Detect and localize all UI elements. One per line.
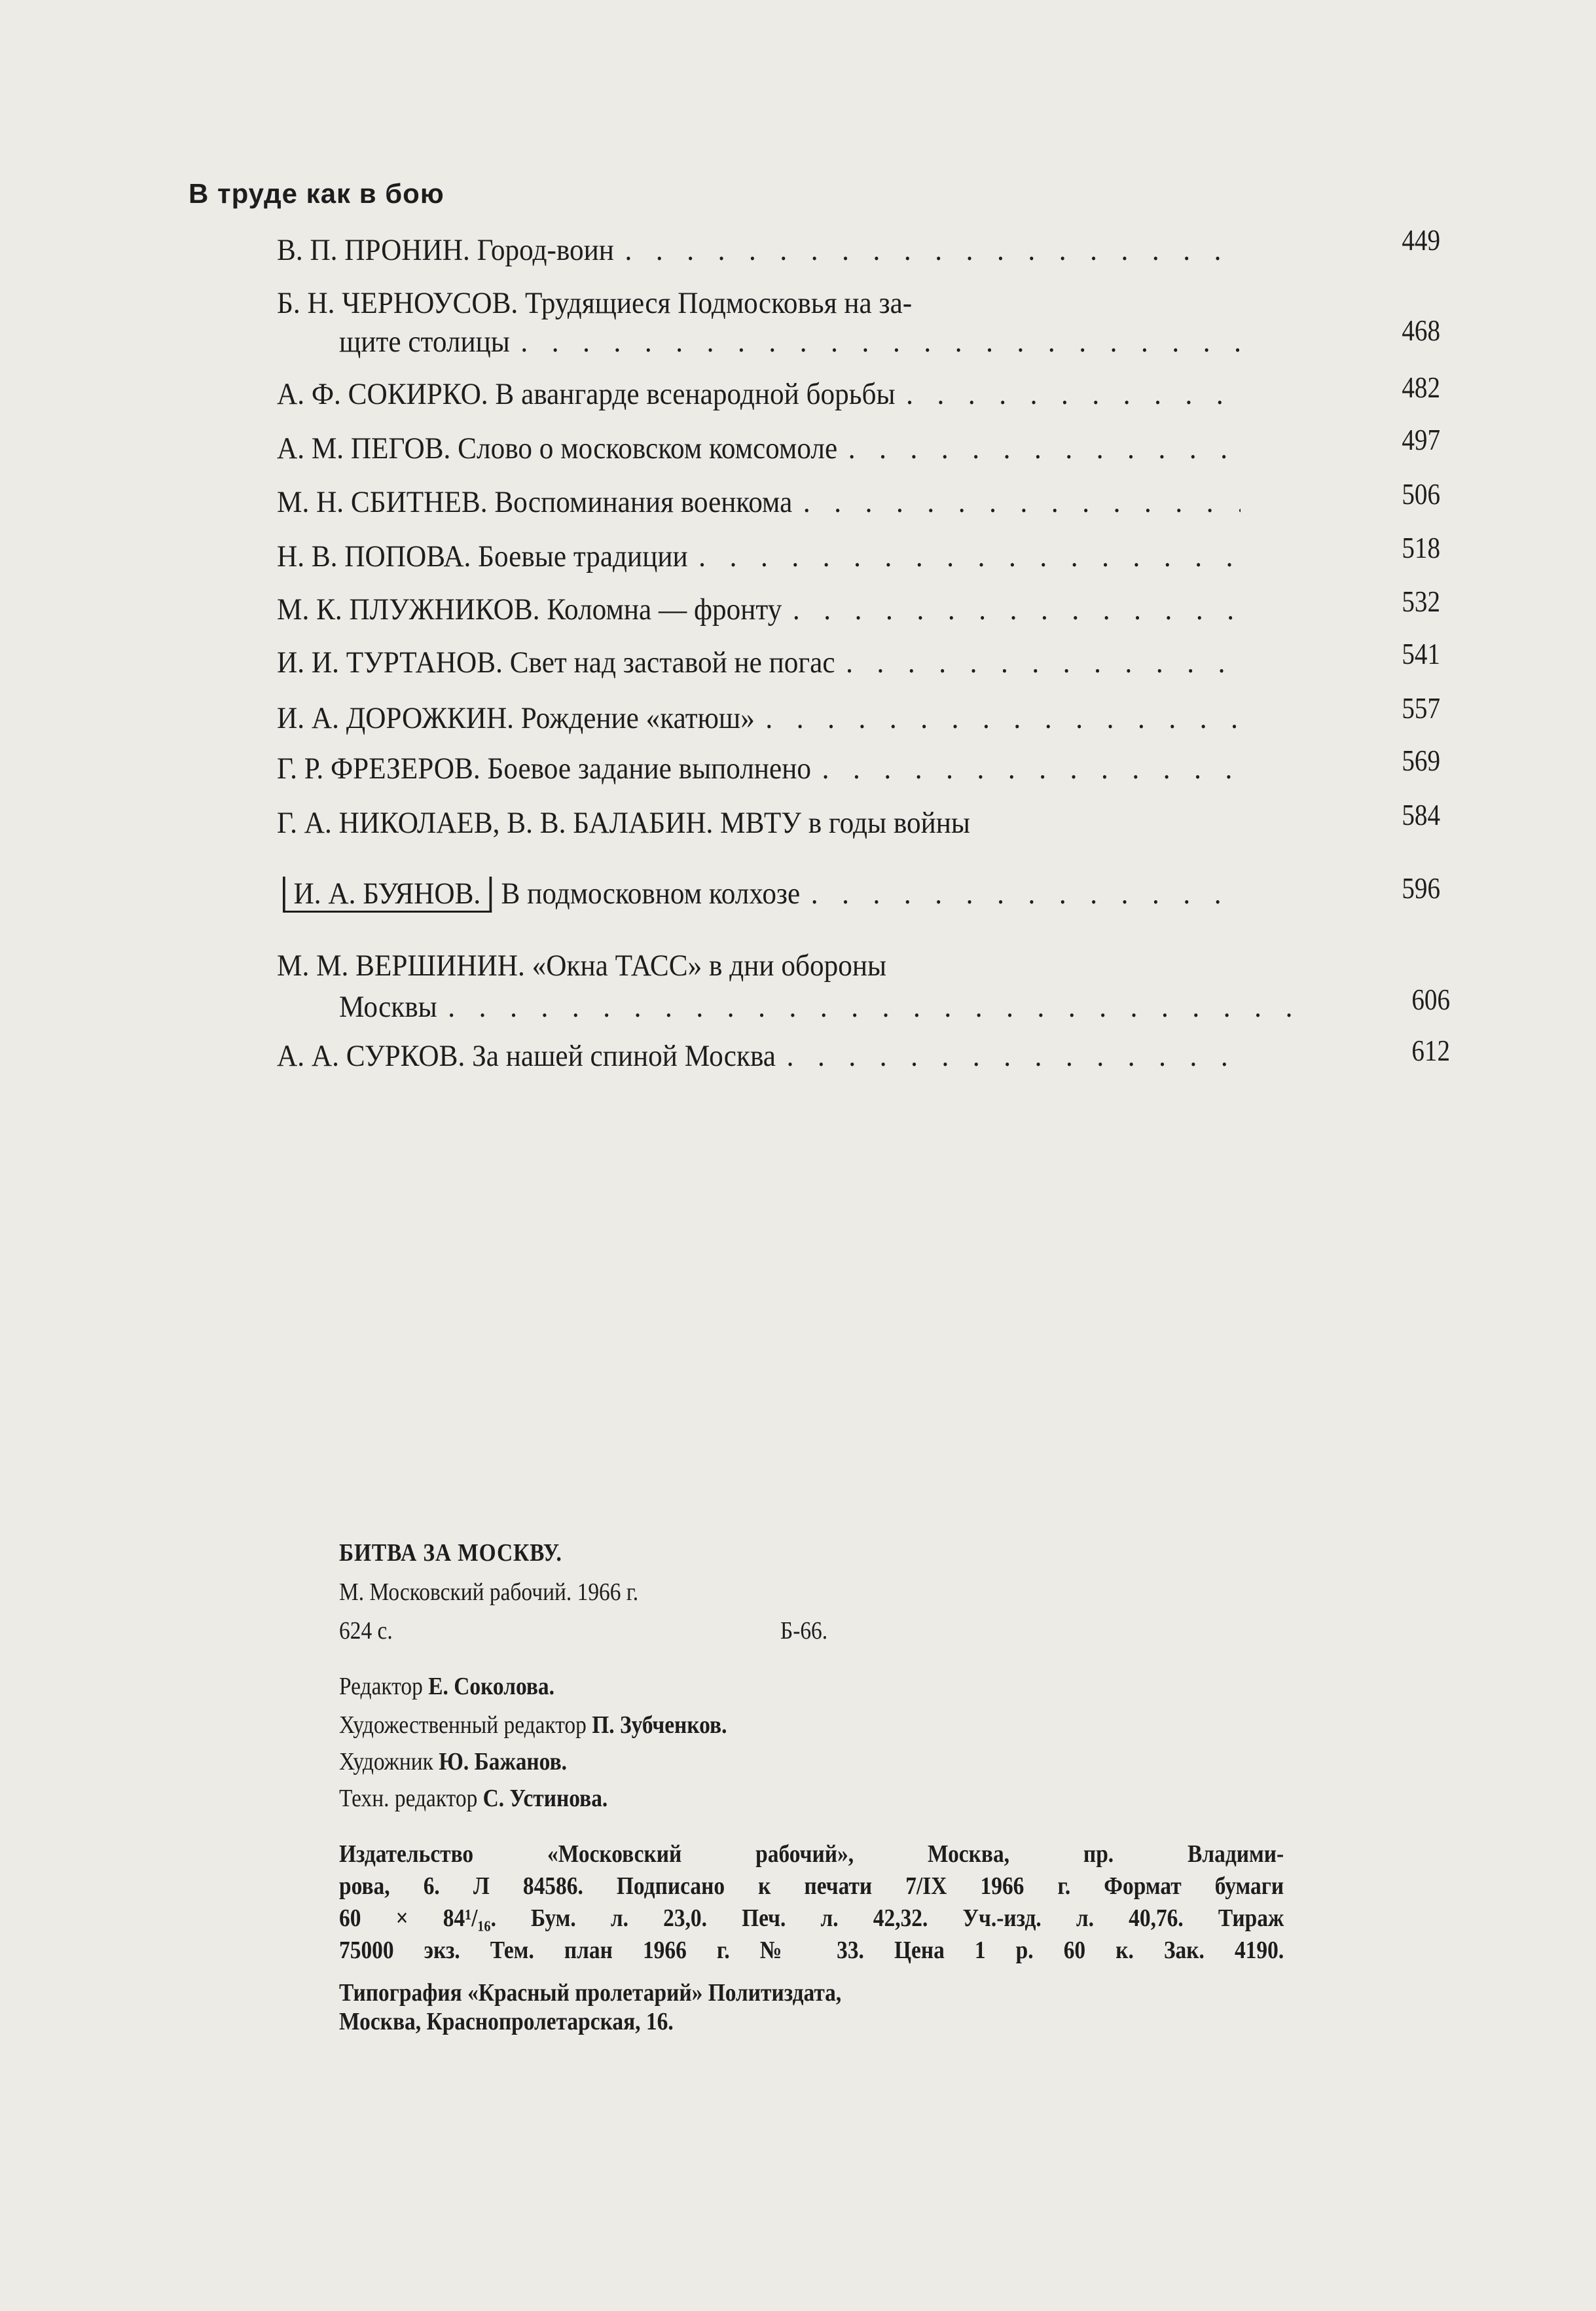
- toc-title: В подмосковном колхозе: [501, 877, 801, 911]
- publication-line: 75000 экз. Тем. план 1966 г. № 33. Цена 1 р. 60 к. Зак. 4190.: [339, 1937, 1284, 1964]
- toc-title: Воспоминания военкома: [494, 485, 793, 519]
- printer-line: Типография «Красный пролетарий» Политиздата,: [339, 1979, 842, 2007]
- toc-title-continued: щите столицы: [339, 325, 510, 359]
- toc-page: 541: [1402, 637, 1440, 670]
- dot-leader: [803, 484, 1241, 520]
- toc-entry: [277, 232, 1241, 268]
- publication-line: Издательство «Московский рабочий», Москва, пр. Владими-: [339, 1840, 1284, 1868]
- toc-page: 612: [1411, 1034, 1450, 1067]
- toc-entry: [277, 645, 1241, 680]
- dot-leader: [765, 701, 1241, 736]
- toc-page: 482: [1402, 371, 1440, 404]
- toc-page: 449: [1402, 223, 1440, 257]
- toc-title: Трудящиеся Подмосковья на за-: [525, 286, 913, 320]
- toc-author: А. М. ПЕГОВ.: [277, 431, 451, 465]
- toc-title: За нашей спиной Москва: [472, 1039, 776, 1073]
- toc-entry: [277, 376, 1241, 412]
- toc-author: М. М. ВЕРШИНИН.: [277, 949, 525, 983]
- credit-name: Е. Соколова.: [428, 1673, 554, 1700]
- book-title: БИТВА ЗА МОСКВУ.: [339, 1539, 562, 1567]
- toc-page: 518: [1402, 531, 1440, 564]
- toc-title: Коломна — фронту: [547, 592, 782, 627]
- toc-title: В авангарде всенародной борьбы: [495, 377, 896, 411]
- toc-page: 569: [1402, 744, 1440, 777]
- credit-editor: [339, 1672, 554, 1701]
- toc-page: 532: [1402, 585, 1440, 618]
- credit-role: Художник: [339, 1748, 433, 1775]
- toc-title: Слово о московском комсомоле: [458, 431, 838, 465]
- toc-entry-continued: [339, 324, 1242, 359]
- dot-leader: [698, 539, 1241, 574]
- toc-entry: [277, 1038, 1241, 1074]
- toc-author: А. А. СУРКОВ.: [277, 1039, 465, 1073]
- toc-page: 606: [1411, 983, 1450, 1016]
- page-count: 624 с.: [339, 1617, 393, 1645]
- toc-title: Боевое задание выполнено: [487, 752, 812, 786]
- toc-author: Г. А. НИКОЛАЕВ, В. В. БАЛАБИН.: [277, 806, 714, 840]
- toc-title: Боевые традиции: [478, 539, 688, 573]
- toc-title: Свет над заставой не погас: [509, 646, 835, 680]
- dot-leader: [787, 1038, 1241, 1074]
- credit-tech-editor: [339, 1784, 608, 1813]
- publisher-line: М. Московский рабочий. 1966 г.: [339, 1578, 639, 1606]
- dot-leader: [811, 876, 1246, 911]
- credit-name: Ю. Бажанов.: [439, 1748, 567, 1775]
- dot-leader: [822, 751, 1241, 786]
- toc-entry: [277, 751, 1241, 786]
- publication-line: рова, 6. Л 84586. Подписано к печати 7/IX 1966 г. Формат бумаги: [339, 1872, 1284, 1900]
- toc-entry-continued: [339, 989, 1291, 1025]
- toc-author: М. К. ПЛУЖНИКОВ.: [277, 592, 540, 627]
- toc-author: И. А. ДОРОЖКИН.: [277, 701, 514, 735]
- dot-leader: [793, 592, 1241, 627]
- toc-author: Б. Н. ЧЕРНОУСОВ.: [277, 286, 518, 320]
- publication-details: [339, 1838, 1284, 1967]
- toc-page: 557: [1402, 691, 1440, 725]
- toc-page: 468: [1402, 314, 1440, 347]
- credit-name: П. Зубченков.: [592, 1711, 727, 1739]
- toc-title: Рождение «катюш»: [520, 701, 755, 735]
- toc-entry: [277, 592, 1241, 627]
- credit-role: Техн. редактор: [339, 1785, 478, 1812]
- toc-page: 506: [1402, 477, 1440, 511]
- toc-title: «Окна ТАСС» в дни обороны: [532, 949, 887, 983]
- credit-name: С. Устинова.: [482, 1785, 608, 1812]
- toc-page: 497: [1402, 423, 1440, 456]
- toc-entry: [277, 484, 1241, 520]
- dot-leader: [906, 376, 1241, 412]
- toc-author: В. П. ПРОНИН.: [277, 233, 470, 267]
- credit-role: Редактор: [339, 1673, 423, 1700]
- toc-entry: [277, 539, 1241, 574]
- dot-leader: [848, 431, 1241, 466]
- toc-author: И. И. ТУРТАНОВ.: [277, 646, 503, 680]
- dot-leader: [448, 989, 1290, 1025]
- credit-role: Художественный редактор: [339, 1711, 587, 1739]
- toc-entry: [283, 876, 1246, 911]
- toc-page: 596: [1402, 871, 1440, 905]
- toc-entry: [277, 285, 1241, 321]
- toc-entry: [277, 701, 1241, 736]
- toc-title-continued: Москвы: [339, 990, 437, 1024]
- toc-entry: [277, 805, 1241, 841]
- toc-title: МВТУ в годы войны: [720, 806, 970, 840]
- toc-author: М. Н. СБИТНЕВ.: [277, 485, 488, 519]
- credit-art-editor: [339, 1711, 727, 1739]
- dot-leader: [520, 324, 1242, 359]
- dot-leader: [625, 232, 1241, 268]
- toc-author: Г. Р. ФРЕЗЕРОВ.: [277, 752, 481, 786]
- dot-leader: [846, 645, 1241, 680]
- toc-title: Город-воин: [477, 233, 614, 267]
- toc-author-boxed: И. А. БУЯНОВ.: [283, 877, 492, 913]
- toc-page: 584: [1402, 798, 1440, 831]
- catalog-index: Б-66.: [780, 1617, 828, 1645]
- publication-line: 60 × 84¹/₁₆. Бум. л. 23,0. Печ. л. 42,32. Уч.-изд. л. 40,76. Тираж: [339, 1904, 1284, 1932]
- printer-line: Москва, Краснопролетарская, 16.: [339, 2008, 674, 2035]
- toc-author: Н. В. ПОПОВА.: [277, 539, 471, 573]
- toc-entry: [277, 431, 1241, 466]
- toc-author: А. Ф. СОКИРКО.: [277, 377, 488, 411]
- credit-artist: [339, 1747, 567, 1776]
- section-title: В труде как в бою: [189, 178, 444, 209]
- toc-entry: [277, 948, 1241, 983]
